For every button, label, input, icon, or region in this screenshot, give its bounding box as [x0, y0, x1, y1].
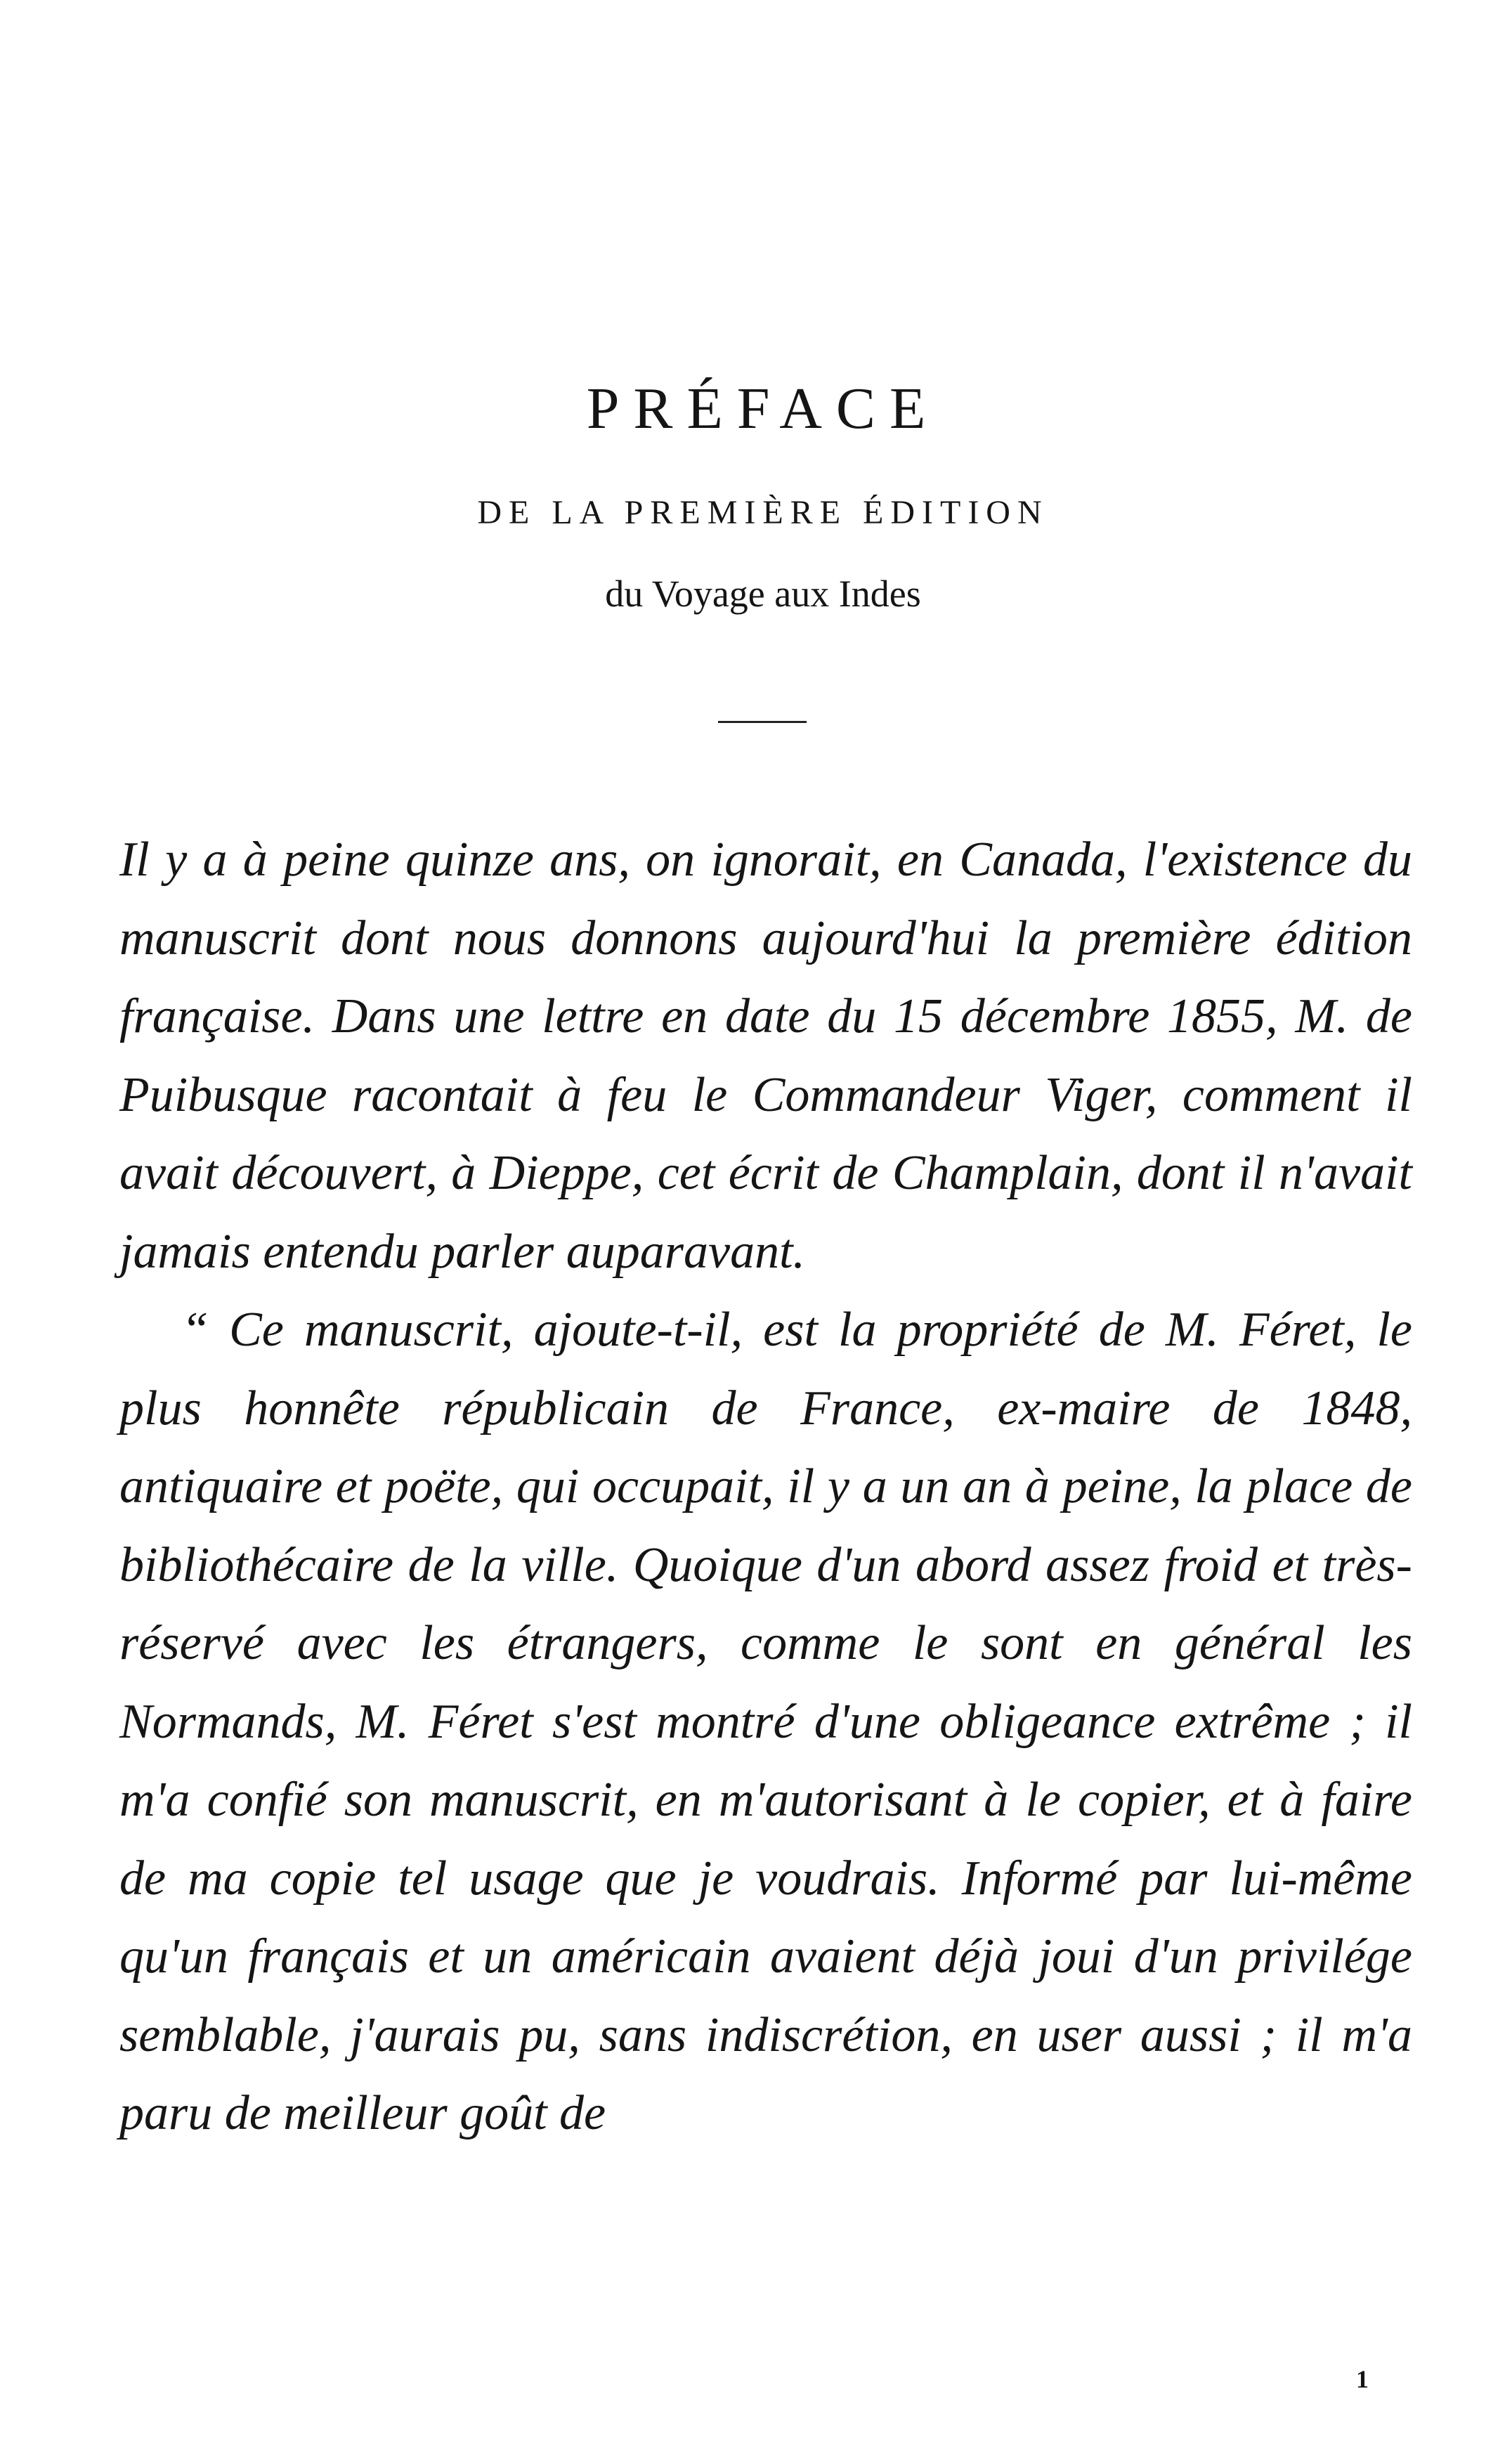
paragraph-2: “ Ce manuscrit, ajoute-t-il, est la propriété de M. Féret, le plus honnête républicain de France, ex-maire de 1848, antiquaire et poëte, qui occupait, il y a un an à peine, la place de bibliothécaire de la ville. Quoique d'un abord assez froid et très-réservé avec les étrangers, comme le sont en général les Normands, M. Féret s'est montré d'une obligeance extrême ; il m'a confié son manuscrit, en m'autorisant à le copier, et à faire de ma copie tel usage que je voudrais. Informé par lui-même qu'un français et un américain avaient déjà joui d'un privilége semblable, j'aurais pu, sans indiscrétion, en user aussi ; il m'a paru de meilleur goût de	[119, 1303, 1412, 2140]
preface-body	[119, 821, 1412, 2153]
page-subtitle: DE LA PREMIÈRE ÉDITION	[477, 494, 1049, 531]
page-title: PRÉFACE	[586, 376, 940, 441]
page-subtitle-secondary: du Voyage aux Indes	[605, 573, 921, 615]
page-number: 1	[1356, 2365, 1369, 2393]
section-divider	[718, 721, 807, 723]
paragraph-1: Il y a à peine quinze ans, on ignorait, en Canada, l'existence du manuscrit dont nous donnons aujourd'hui la première édition française. Dans une lettre en date du 15 décembre 1855, M. de Puibusque racontait à feu le Commandeur Viger, comment il avait découvert, à Dieppe, cet écrit de Champlain, dont il n'avait jamais entendu parler auparavant.	[119, 833, 1412, 1279]
